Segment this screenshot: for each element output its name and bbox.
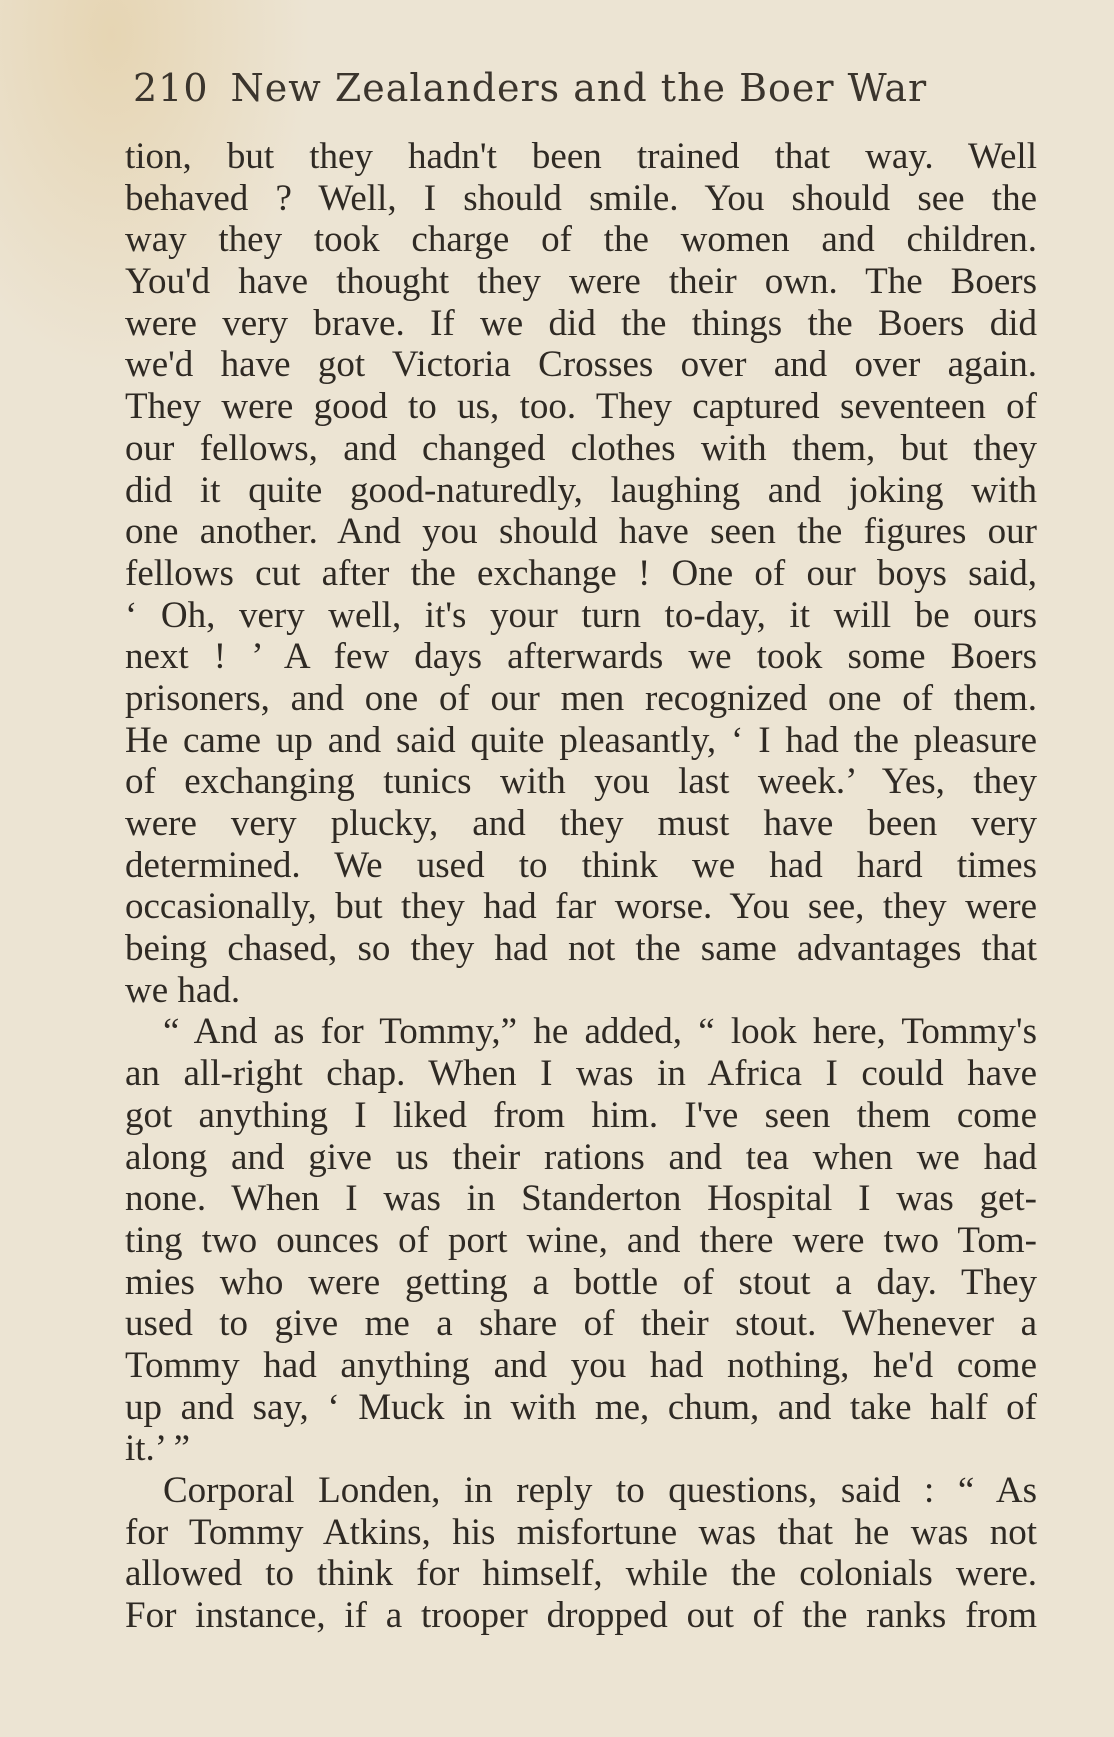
text-line: used to give me a share of their stout. Whenever a — [125, 1303, 1037, 1345]
running-title: New Zealanders and the Boer War — [230, 66, 928, 110]
text-line: next ! ’ A few days afterwards we took some Boers — [125, 636, 1037, 678]
text-line: we'd have got Victoria Crosses over and over again. — [125, 344, 1037, 386]
text-line: did it quite good-naturedly, laughing and joking with — [125, 469, 1037, 511]
text-line: of exchanging tunics with you last week.’ Yes, they — [125, 761, 1037, 803]
text-line: “ And as for Tommy,” he added, “ look here, Tommy's — [163, 1011, 1037, 1053]
text-line: For instance, if a trooper dropped out of the ranks from — [125, 1595, 1037, 1637]
text-line: along and give us their rations and tea when we had — [125, 1136, 1037, 1178]
text-line: for Tommy Atkins, his misfortune was that he was not — [125, 1511, 1037, 1553]
text-line: were very plucky, and they must have been very — [125, 803, 1037, 844]
text-line: allowed to think for himself, while the colonials were. — [125, 1553, 1037, 1595]
text-line: occasionally, but they had far worse. You see, they were — [125, 886, 1037, 928]
text-line: mies who were getting a bottle of stout a day. They — [125, 1261, 1037, 1303]
text-line: Corporal Londen, in reply to questions, said : “ As — [163, 1470, 1037, 1511]
text-line: an all-right chap. When I was in Africa I could have — [125, 1053, 1037, 1095]
page-number: 210 — [133, 66, 209, 110]
text-line: tion, but they hadn't been trained that way. Well — [125, 136, 1037, 177]
text-line: You'd have thought they were their own. The Boers — [125, 261, 1037, 303]
text-line: being chased, so they had not the same advantages that — [125, 928, 1037, 970]
text-line: He came up and said quite pleasantly, ‘ I had the pleasure — [125, 719, 1037, 761]
text-line: prisoners, and one of our men recognized one of them. — [125, 677, 1037, 719]
text-line: They were good to us, too. They captured seventeen of — [125, 386, 1037, 428]
text-line: determined. We used to think we had hard times — [125, 844, 1037, 886]
text-line: up and say, ‘ Muck in with me, chum, and take half of — [125, 1386, 1037, 1428]
text-line: fellows cut after the exchange ! One of our boys said, — [125, 552, 1037, 594]
text-line: one another. And you should have seen the figures our — [125, 511, 1037, 553]
text-line: Tommy had anything and you had nothing, he'd come — [125, 1344, 1037, 1386]
text-line: none. When I was in Standerton Hospital I was get- — [125, 1178, 1037, 1220]
running-header — [133, 66, 983, 110]
body-text — [125, 136, 1037, 1637]
text-line: way they took charge of the women and children. — [125, 219, 1037, 261]
text-line: our fellows, and changed clothes with them, but they — [125, 427, 1037, 469]
text-line: it.’ ” — [125, 1428, 191, 1470]
text-line: got anything I liked from him. I've seen them come — [125, 1094, 1037, 1136]
text-line: ting two ounces of port wine, and there were two Tom- — [125, 1219, 1037, 1261]
text-line: we had. — [125, 969, 241, 1011]
text-line: behaved ? Well, I should smile. You should see the — [125, 177, 1037, 219]
text-line: were very brave. If we did the things the Boers did — [125, 302, 1037, 344]
text-line: ‘ Oh, very well, it's your turn to-day, it will be ours — [125, 594, 1037, 636]
